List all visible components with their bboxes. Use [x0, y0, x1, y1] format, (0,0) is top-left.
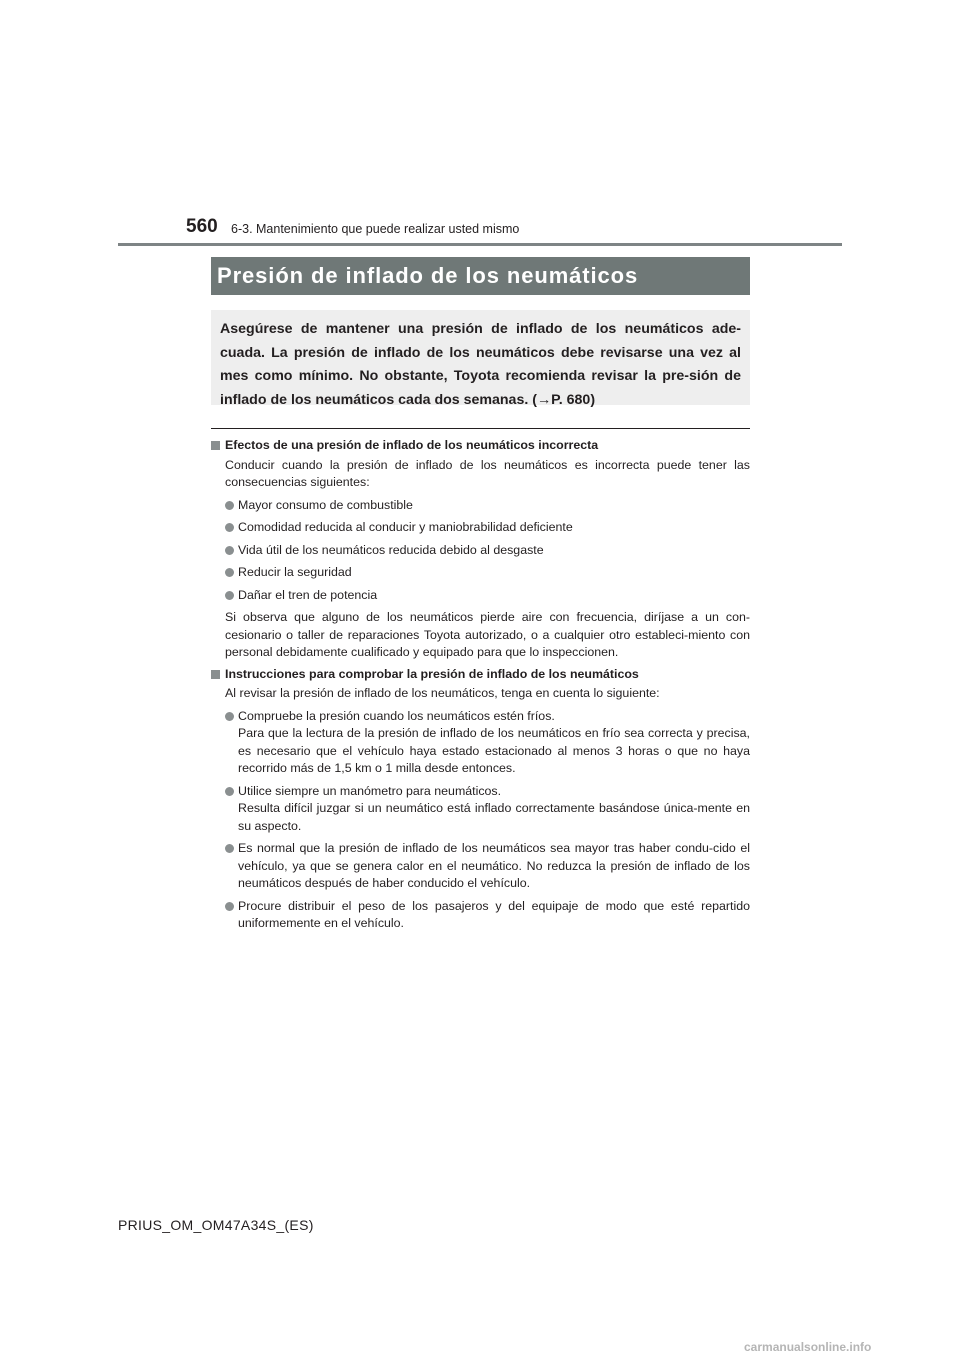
circle-bullet-icon [225, 501, 234, 510]
list-item [211, 708, 750, 778]
content-divider [211, 428, 750, 429]
page-title: Presión de inflado de los neumáticos [211, 257, 750, 295]
list-item-text: Mayor consumo de combustible [238, 497, 413, 512]
subheading-text: Instrucciones para comprobar la presión de inflado de los neumáticos [225, 666, 639, 681]
page-reference-link[interactable]: P. 680 [551, 391, 591, 408]
list-item [211, 497, 750, 515]
paragraph: Si observa que alguno de los neumáticos pierde aire con frecuencia, diríjase a un con-cesionario o taller de reparaciones Toyota autorizado, o a cualquier otro estableci-miento con personal debidamente cualificado y equipado para que lo inspeccionen. [225, 610, 750, 659]
circle-bullet-icon [225, 591, 234, 600]
intro-box [211, 310, 750, 408]
circle-bullet-icon [225, 712, 234, 721]
intro-text-end: ) [590, 391, 596, 408]
subheading-effects [211, 437, 750, 455]
list-item [211, 840, 750, 893]
document-code: PRIUS_OM_OM47A34S_(ES) [118, 1217, 314, 1233]
arrow-icon: → [536, 391, 552, 408]
content [211, 437, 750, 933]
square-bullet-icon [211, 441, 220, 450]
list-item-body: Resulta difícil juzgar si un neumático está inflado correctamente basándose única-mente en su aspecto. [238, 801, 750, 833]
subheading-instructions [211, 666, 750, 684]
list-item-title: Utilice siempre un manómetro para neumáticos. [238, 783, 502, 798]
circle-bullet-icon [225, 546, 234, 555]
paragraph: Al revisar la presión de inflado de los neumáticos, tenga en cuenta lo siguiente: [225, 686, 660, 700]
paragraph: Conducir cuando la presión de inflado de los neumáticos es incorrecta puede tener las consecuencias siguientes: [225, 457, 750, 489]
list-item-title: Compruebe la presión cuando los neumáticos estén fríos. [238, 708, 555, 723]
list-item-text: Dañar el tren de potencia [238, 587, 378, 602]
list-item [211, 564, 750, 582]
list-item [211, 542, 750, 560]
circle-bullet-icon [225, 787, 234, 796]
circle-bullet-icon [225, 523, 234, 532]
page-number: 560 [186, 216, 218, 237]
list-item [211, 783, 750, 836]
circle-bullet-icon [225, 844, 234, 853]
list-item [211, 898, 750, 933]
list-item-title: Procure distribuir el peso de los pasajeros y del equipaje de modo que esté repartido uniformemente en el vehículo. [238, 898, 750, 930]
watermark: carmanualsonline.info [744, 1340, 872, 1354]
circle-bullet-icon [225, 568, 234, 577]
list-item [211, 519, 750, 537]
subheading-text: Efectos de una presión de inflado de los neumáticos incorrecta [225, 438, 599, 452]
list-item-text: Vida útil de los neumáticos reducida debido al desgaste [238, 542, 544, 557]
list-item [211, 587, 750, 605]
header-divider [118, 243, 842, 246]
section-reference: 6-3. Mantenimiento que puede realizar usted mismo [231, 222, 520, 236]
square-bullet-icon [211, 670, 220, 679]
circle-bullet-icon [225, 902, 234, 911]
intro-text: Asegúrese de mantener una presión de inflado de los neumáticos ade-cuada. La presión de inflado de los neumáticos debe revisarse una vez al mes como mínimo. No obstante, Toyota recomienda revisar la pre-sión de inflado de los neumáticos cada dos semanas. ( [220, 321, 741, 408]
list-item-text: Reducir la seguridad [238, 565, 352, 579]
list-item-body: Para que la lectura de la presión de inflado de los neumáticos en frío sea correcta y precisa, es necesario que el vehículo haya estado estacionado al menos 3 horas o que no haya recorrido más de 1,5 km o 1 milla desde entonces. [238, 726, 750, 775]
list-item-text: Comodidad reducida al conducir y maniobrabilidad deficiente [238, 520, 573, 534]
list-item-title: Es normal que la presión de inflado de los neumáticos sea mayor tras haber condu-cido el vehículo, ya que se genera calor en el neumático. No reduzca la presión de inflado de los neumáticos después de haber conducido el vehículo. [238, 841, 750, 890]
